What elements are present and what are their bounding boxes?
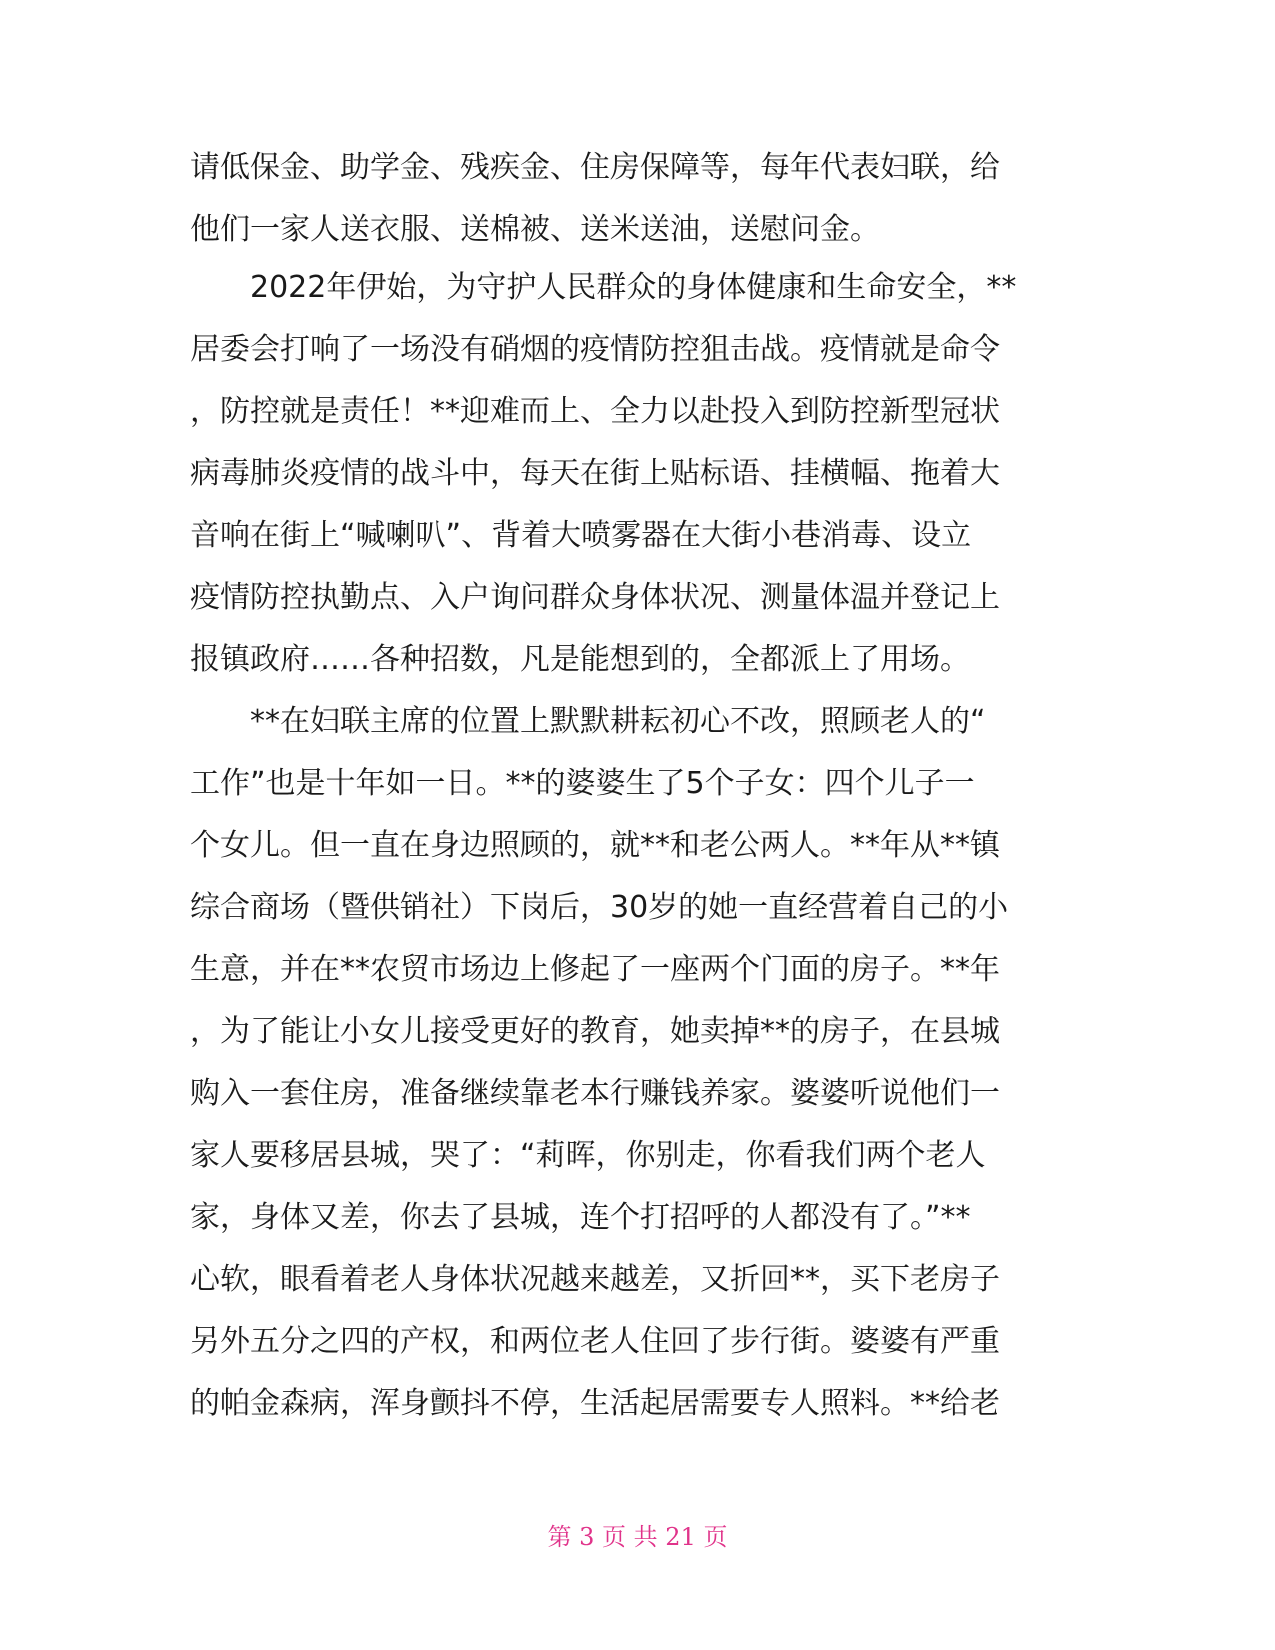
text-line: 心软，眼看着老人身体状况越来越差，又折回**，买下老房子 xyxy=(190,1262,1000,1297)
text-line: 生意，并在**农贸市场边上修起了一座两个门面的房子。**年 xyxy=(190,952,1000,987)
text-line: ，防控就是责任！**迎难而上、全力以赴投入到防控新型冠状 xyxy=(190,394,1000,429)
text-line: 综合商场（暨供销社）下岗后，30岁的她一直经营着自己的小 xyxy=(190,890,1009,925)
text-line: 病毒肺炎疫情的战斗中，每天在街上贴标语、挂横幅、拖着大 xyxy=(190,456,1000,491)
text-line: 的帕金森病，浑身颤抖不停，生活起居需要专人照料。**给老 xyxy=(190,1386,1000,1421)
text-line: 他们一家人送衣服、送棉被、送米送油，送慰问金。 xyxy=(190,212,880,247)
text-line: 购入一套住房，准备继续靠老本行赚钱养家。婆婆听说他们一 xyxy=(190,1076,1000,1111)
text-line: 报镇政府……各种招数，凡是能想到的，全都派上了用场。 xyxy=(190,642,970,677)
text-line: 2022年伊始，为守护人民群众的身体健康和生命安全，** xyxy=(190,270,1017,305)
text-line: ，为了能让小女儿接受更好的教育，她卖掉**的房子，在县城 xyxy=(190,1014,1000,1049)
text-line: **在妇联主席的位置上默默耕耘初心不改，照顾老人的“ xyxy=(190,704,986,739)
page-number-footer: 第 3 页 共 21 页 xyxy=(547,1523,728,1551)
text-line: 另外五分之四的产权，和两位老人住回了步行街。婆婆有严重 xyxy=(190,1324,1000,1359)
text-line: 请低保金、助学金、残疾金、住房保障等，每年代表妇联，给 xyxy=(190,150,1000,185)
text-line: 个女儿。但一直在身边照顾的，就**和老公两人。**年从**镇 xyxy=(190,828,1000,863)
text-line: 家，身体又差，你去了县城，连个打招呼的人都没有了。”** xyxy=(190,1200,971,1235)
text-line: 工作”也是十年如一日。**的婆婆生了5个子女：四个儿子一 xyxy=(190,766,975,801)
text-line: 音响在街上“喊喇叭”、背着大喷雾器在大街小巷消毒、设立 xyxy=(190,518,972,553)
text-line: 疫情防控执勤点、入户询问群众身体状况、测量体温并登记上 xyxy=(190,580,1000,615)
text-line: 家人要移居县城，哭了：“莉晖，你别走，你看我们两个老人 xyxy=(190,1138,986,1173)
text-line: 居委会打响了一场没有硝烟的疫情防控狙击战。疫情就是命令 xyxy=(190,332,1000,367)
